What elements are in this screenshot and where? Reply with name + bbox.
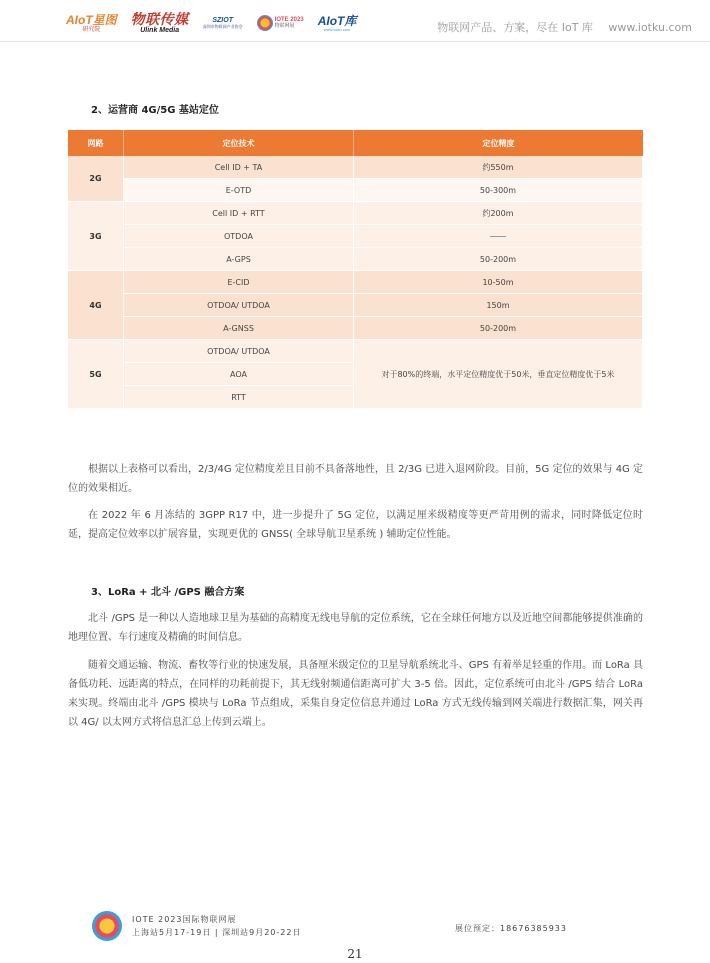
precision-cell: 150m <box>354 294 643 317</box>
table-row <box>68 317 643 340</box>
section3-title: 3、LoRa + 北斗 /GPS 融合方案 <box>91 587 245 598</box>
header-divider <box>0 41 710 42</box>
aiotku-logo-name: AIoT库 <box>317 13 357 28</box>
network-cell: 5G <box>68 340 124 409</box>
table-header-cell: 网路 <box>68 130 124 156</box>
iote-badge-icon <box>257 15 273 31</box>
table-row <box>68 225 643 248</box>
tech-cell: OTDOA/ UTDOA <box>124 294 354 317</box>
partner-logos <box>66 12 370 34</box>
table-row <box>68 156 643 179</box>
iote-logo-icon <box>92 911 122 941</box>
tech-cell: AOA <box>124 363 354 386</box>
tagline-text: 物联网产品、方案，尽在 IoT 库 <box>437 21 593 34</box>
precision-cell <box>354 225 643 248</box>
section3-paragraph-1: 北斗 /GPS 是一种以人造地球卫星为基础的高精度无线电导航的定位系统，它在全球任何地方以及近地空间都能够提供准确的地理位置、车行速度及精确的时间信息。 <box>68 613 643 643</box>
section3-paragraph-2: 随着交通运输、物流、畜牧等行业的快速发展，具备厘米级定位的卫星导航系统北斗、GPS 有着举足轻重的作用。而 LoRa 具备低功耗、远距离的特点，在同样的功耗前提下，其无线射频通信距离可扩大 3-5 倍。因此，定位系统可由北斗 /GPS 结合 LoRa 来实现。终端由北斗 /GPS 模块与 LoRa 节点组成，采集自身定位信息并通过 LoRa 方式无线传输到网关端进行数据汇集，网关再以 4G/ 以太网方式将信息汇总上传到云端上。 <box>68 660 643 728</box>
tech-cell: A-GPS <box>124 248 354 271</box>
precision-cell: 约200m <box>354 202 643 225</box>
page-header <box>0 0 710 42</box>
tech-cell: E-OTD <box>124 179 354 202</box>
tech-cell: Cell ID + TA <box>124 156 354 179</box>
aiotku-logo-sub: www.iotku.com <box>323 26 351 32</box>
precision-cell: 50-200m <box>354 248 643 271</box>
table-row <box>68 340 643 363</box>
expo-dates: 上海站5月17-19日 | 深圳站9月20-22日 <box>132 928 302 937</box>
site-url-link[interactable]: www.iotku.com <box>608 21 692 34</box>
sziot-logo-sub: 深圳市物联网产业协会 <box>202 24 243 29</box>
tech-cell: OTDOA/ UTDOA <box>124 340 354 363</box>
ulink-logo-name: 物联传媒 <box>130 11 189 27</box>
section2-paragraph-2: 在 2022 年 6 月冻结的 3GPP R17 中，进一步提升了 5G 定位，以满足厘米级精度等更严苛用例的需求，同时降低定位时延，提高定位效率以扩展容量，实现更优的 GNSS( 全球导航卫星系统 ) 辅助定位性能。 <box>68 510 643 540</box>
network-cell: 2G <box>68 156 124 202</box>
table-header-cell: 定位技术 <box>124 130 354 156</box>
tech-cell: A-GNSS <box>124 317 354 340</box>
tech-cell: OTDOA <box>124 225 354 248</box>
iote-logo <box>257 15 304 31</box>
tech-cell: Cell ID + RTT <box>124 202 354 225</box>
ulink-media-logo <box>131 12 189 34</box>
table-header-cell: 定位精度 <box>354 130 643 156</box>
table-row <box>68 202 643 225</box>
expo-title: IOTE 2023国际物联网展 <box>132 915 237 924</box>
table-row <box>68 248 643 271</box>
aiot-logo-sub: 研究院 <box>82 26 101 33</box>
ulink-logo-sub: Ulink Media <box>140 27 180 34</box>
expo-info <box>132 913 301 939</box>
page-number: 21 <box>347 947 363 961</box>
iote-logo-sub: 物联网展 <box>274 23 295 29</box>
tech-cell: E-CID <box>124 271 354 294</box>
network-cell: 4G <box>68 271 124 340</box>
precision-cell: 10-50m <box>354 271 643 294</box>
positioning-table <box>68 130 643 409</box>
dash-mark <box>490 236 506 237</box>
section2-paragraph-1: 根据以上表格可以看出，2/3/4G 定位精度差且目前不具备落地性，且 2/3G 已进入退网阶段。目前，5G 定位的效果与 4G 定位的效果相近。 <box>68 464 643 494</box>
table-header-row <box>68 130 643 156</box>
precision-cell: 50-300m <box>354 179 643 202</box>
booth-phone: 展位预定：18676385933 <box>455 924 567 933</box>
network-cell: 3G <box>68 202 124 271</box>
table-row <box>68 271 643 294</box>
aiot-logo-name: AIoT星图 <box>66 12 117 27</box>
precision-cell: 约550m <box>354 156 643 179</box>
sziot-logo <box>203 17 243 29</box>
precision-cell-merged: 对于80%的终端，水平定位精度优于50米，垂直定位精度优于5米 <box>354 340 643 409</box>
sziot-logo-name: SZIOT <box>212 17 233 24</box>
precision-cell: 50-200m <box>354 317 643 340</box>
header-tagline <box>425 19 692 35</box>
table-row <box>68 179 643 202</box>
aiot-logo <box>66 14 117 33</box>
page-footer <box>0 905 710 963</box>
table-row <box>68 294 643 317</box>
section2-title: 2、运营商 4G/5G 基站定位 <box>91 105 219 116</box>
tech-cell: RTT <box>124 386 354 409</box>
iote-logo-name: IOTE 2023 <box>274 17 304 23</box>
aiotku-logo <box>318 15 357 32</box>
